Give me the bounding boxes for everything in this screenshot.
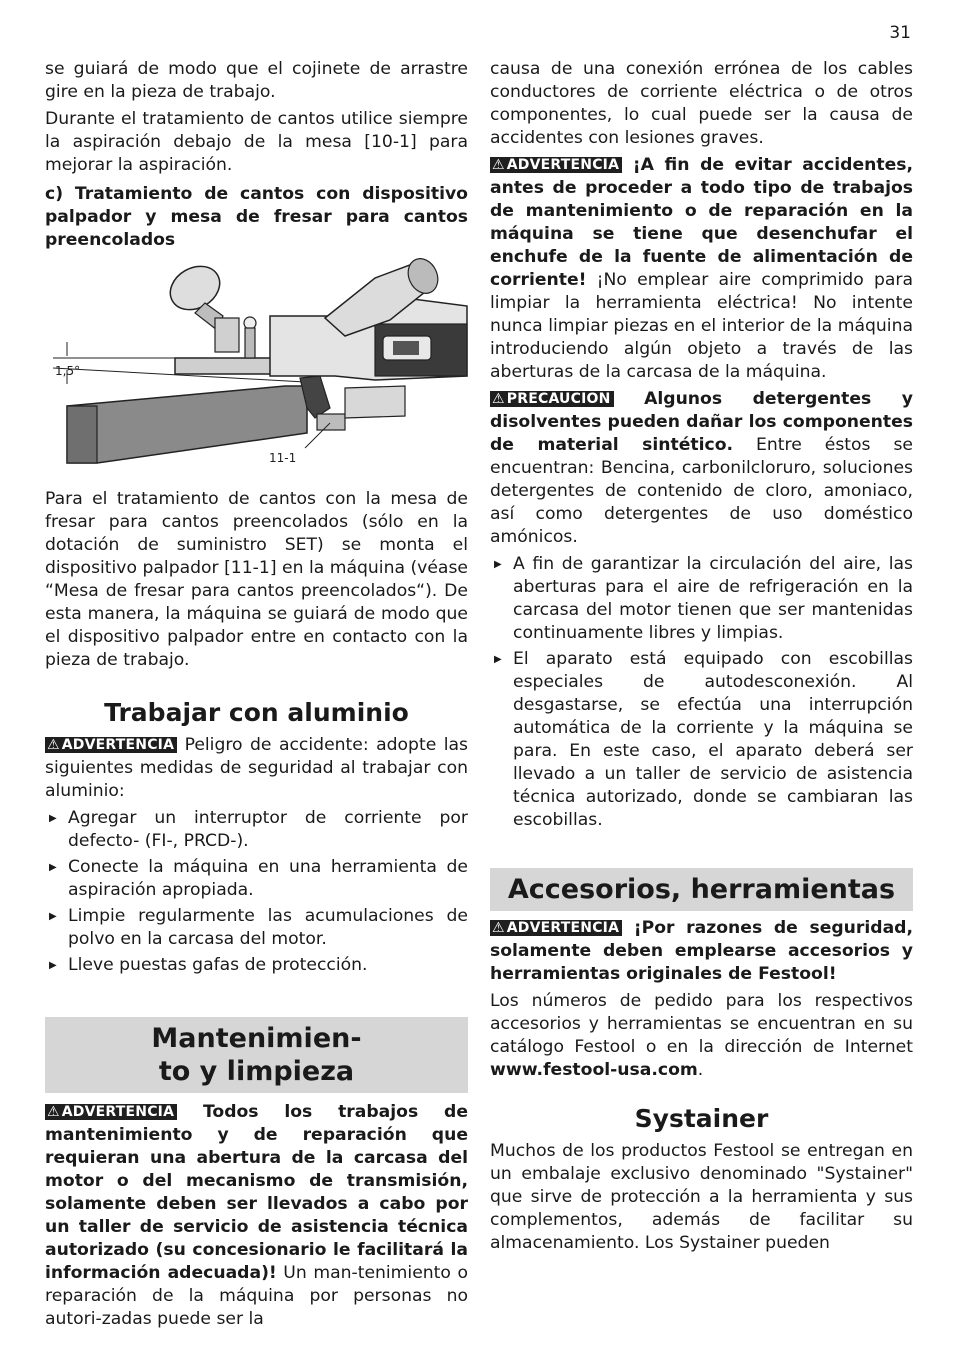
warning-triangle-icon: ⚠	[47, 1104, 60, 1120]
warning-triangle-icon: ⚠	[47, 737, 60, 753]
left-column	[45, 58, 468, 1335]
section-heading-accesorios: Accesorios, herramientas	[490, 868, 913, 911]
list-item: ▶ Conecte la máquina en una herramienta de aspiración apropiada.	[45, 856, 468, 902]
list-item: ▶ Lleve puestas gafas de protección.	[45, 954, 468, 977]
section-heading-aluminio: Trabajar con aluminio	[104, 698, 409, 727]
accesorios-warning: ⚠ ADVERTENCIA ¡Por razones de seguridad, solamente deben emplearse accesorios y herramientas originales de Festool!	[490, 918, 913, 984]
systainer-paragraph: Muchos de los productos Festool se entregan en un embalaje exclusivo denominado "Systainer" que sirve de protección a la herramienta y sus complementos, además de facilitar su almacenamiento. Los Systainer pueden	[490, 1141, 913, 1253]
list-item: ▶ A fin de garantizar la circulación del aire, las aberturas para el aire de refrigeración en la carcasa del motor tienen que ser mantenidas continuamente libres y limpias.	[490, 553, 913, 645]
part-label: 11-1	[269, 451, 297, 465]
paragraph: causa de una conexión errónea de los cables conductores de corriente eléctrica o de otros componentes, lo cual puede ser la causa de accidentes con lesiones graves.	[490, 59, 913, 148]
aluminio-warning: ⚠ ADVERTENCIA Peligro de accidente: adopte las siguientes medidas de seguridad al trabajar con aluminio:	[45, 735, 468, 801]
section-heading-c: c) Tratamiento de cantos con dispositivo palpador y mesa de fresar para cantos preencolados	[45, 184, 468, 250]
page-number: 31	[889, 23, 911, 43]
warning-triangle-icon: ⚠	[492, 391, 505, 407]
list-item: ▶ Limpie regularmente las acumulaciones de polvo en la carcasa del motor.	[45, 905, 468, 951]
festool-url-link[interactable]: www.festool-usa.com	[490, 1060, 698, 1080]
mantenimiento-warning: ⚠ ADVERTENCIA Todos los trabajos de mantenimiento y de reparación que requieran una abertura de la carcasa del motor o del mecanismo de transmisión, solamente deben ser llevados a cabo por un taller de servicio de asistencia técnica autorizado (su concesionario le facilitará la información adecuada)! Un man-tenimiento o reparación de la máquina por personas no autori-zadas puede ser la	[45, 1102, 468, 1329]
paragraph: se guiará de modo que el cojinete de arrastre gire en la pieza de trabajo.	[45, 59, 468, 102]
router-figure	[45, 258, 468, 478]
router-illustration	[45, 258, 468, 478]
maintenance-warning-2: ⚠ ADVERTENCIA ¡A fin de evitar accidentes, antes de proceder a todo tipo de trabajos de mantenimiento o de reparación en la máquina se tiene que desenchufar el enchufe de la fuente de alimentación de corriente! ¡No emplear aire comprimido para limpiar la herramienta eléctrica! No intente nunca limpiar piezas en el interior de la máquina introduciendo algún objeto a través de las aberturas de la carcasa de la máquina.	[490, 155, 913, 382]
warning-badge: ⚠ ADVERTENCIA	[45, 1104, 177, 1120]
paragraph: Durante el tratamiento de cantos utilice siempre la aspiración debajo de la mesa [10-1] para mejorar la aspiración.	[45, 109, 468, 175]
maintenance-list	[490, 553, 913, 832]
accesorios-paragraph: Los números de pedido para los respectivos accesorios y herramientas se encuentran en su catálogo Festool o en la dirección de Internet www.festool-usa.com.	[490, 991, 913, 1080]
aluminio-list	[45, 807, 468, 977]
section-heading-mantenimiento: Mantenimien- to y limpieza	[45, 1017, 468, 1093]
warning-triangle-icon: ⚠	[492, 157, 505, 173]
warning-badge: ⚠ ADVERTENCIA	[45, 737, 177, 753]
angle-label: 1,5°	[55, 364, 81, 378]
warning-triangle-icon: ⚠	[492, 920, 505, 936]
right-column	[490, 58, 913, 1259]
list-item: ▶ El aparato está equipado con escobillas especiales de autodesconexión. Al desgastarse, se efectúa una interrupción automática de la corriente y la máquina se para. En este caso, el aparato deberá ser llevado a un taller de servicio de asistencia técnica autorizado, donde se cambiaran las escobillas.	[490, 648, 913, 832]
paragraph: Para el tratamiento de cantos con la mesa de fresar para cantos preencolados (sólo en la dotación de suministro SET) se monta el dispositivo palpador [11-1] en la máquina (véase “Mesa de fresar para cantos preencolados“). De esta manera, la máquina se guiará de modo que el dispositivo palpador entre en contacto con la pieza de trabajo.	[45, 489, 468, 670]
section-heading-systainer: Systainer	[634, 1104, 769, 1133]
warning-badge: ⚠ ADVERTENCIA	[490, 157, 622, 173]
caution-paragraph: ⚠ PRECAUCION Algunos detergentes y disolventes pueden dañar los componentes de material sintético. Entre éstos se encuentran: Bencina, carbonilcloruro, soluciones detergentes de contenido de cloro, amoniaco, así como detergentes de uso doméstico amónicos.	[490, 389, 914, 547]
caution-badge: ⚠ PRECAUCION	[490, 391, 614, 407]
warning-badge: ⚠ ADVERTENCIA	[490, 920, 622, 936]
list-item: ▶ Agregar un interruptor de corriente por defecto- (FI-, PRCD-).	[45, 807, 468, 853]
